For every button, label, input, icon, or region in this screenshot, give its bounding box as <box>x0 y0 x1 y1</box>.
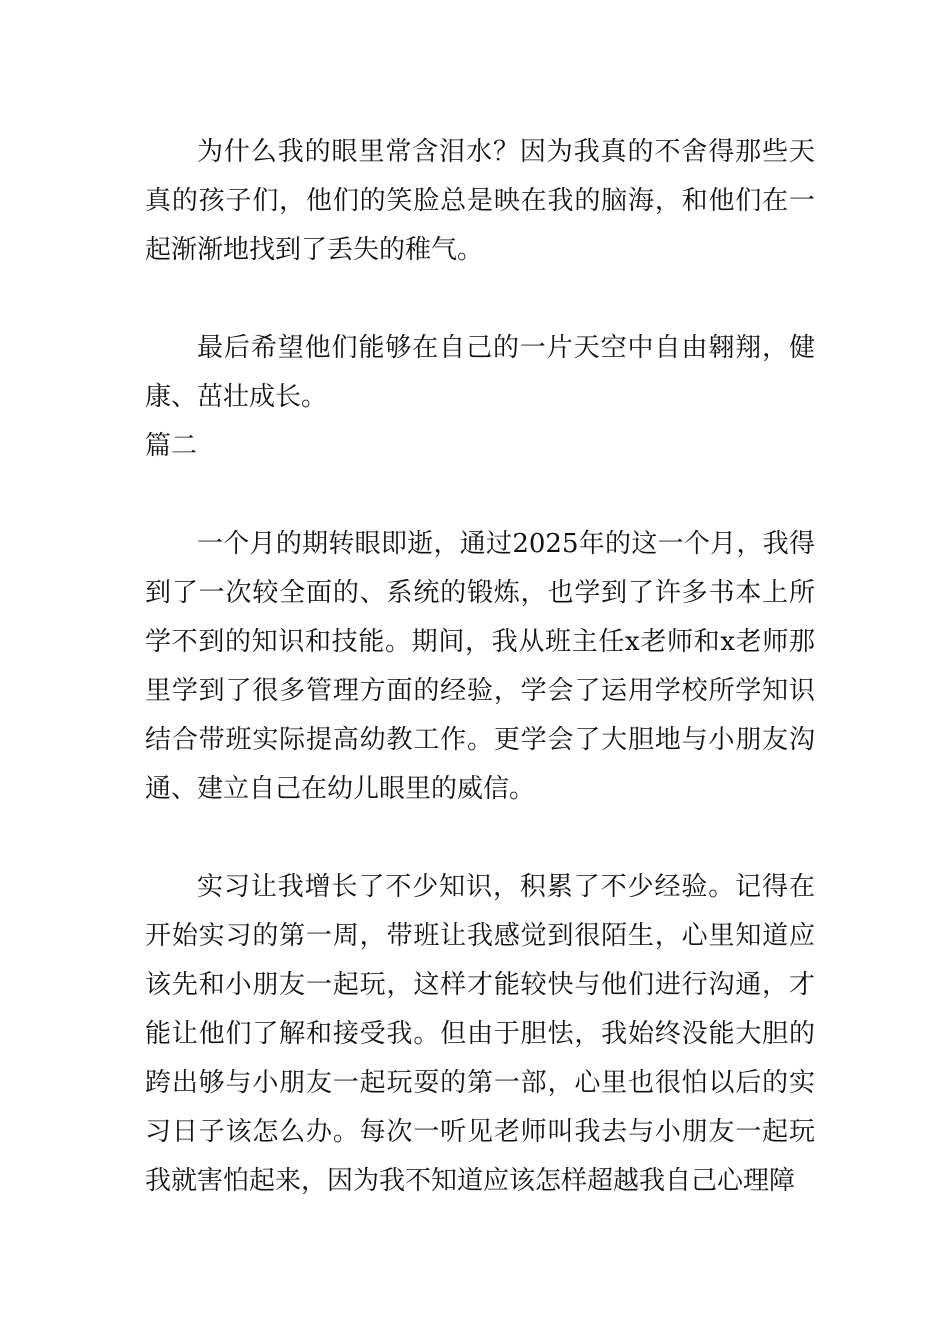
paragraph-internship: 实习让我增长了不少知识，积累了不少经验。记得在开始实习的第一周，带班让我感觉到很陌生，心里知道应该先和小朋友一起玩，这样才能较快与他们进行沟通，才能让他们了解和接受我。但由于胆怯，我始终没能大胆的跨出够与小朋友一起玩耍的第一部，心里也很怕以后的实习日子该怎么办。每次一听见老师叫我去与小朋友一起玩我就害怕起来，因为我不知道应该怎样超越我自己心理障 <box>145 872 815 1196</box>
paragraph-tears: 为什么我的眼里常含泪水？因为我真的不舍得那些天真的孩子们，他们的笑脸总是映在我的脑海，和他们在一起渐渐地找到了丢失的稚气。 <box>145 137 815 265</box>
section-heading: 篇二 <box>145 431 198 461</box>
paragraph-hope: 最后希望他们能够在自己的一片天空中自由翱翔，健康、茁壮成长。 <box>145 333 815 412</box>
paragraph-month-summary: 一个月的期转眼即逝，通过2025年的这一个月，我得到了一次较全面的、系统的锻炼，也学到了许多书本上所学不到的知识和技能。期间，我从班主任x老师和x老师那里学到了很多管理方面的经验，学会了运用学校所学知识结合带班实际提高幼教工作。更学会了大胆地与小朋友沟通、建立自己在幼儿眼里的威信。 <box>145 529 815 804</box>
paragraph-gap <box>145 814 815 863</box>
paragraph-gap <box>145 471 815 520</box>
document-body <box>145 128 815 1206</box>
paragraph-gap <box>145 275 815 324</box>
